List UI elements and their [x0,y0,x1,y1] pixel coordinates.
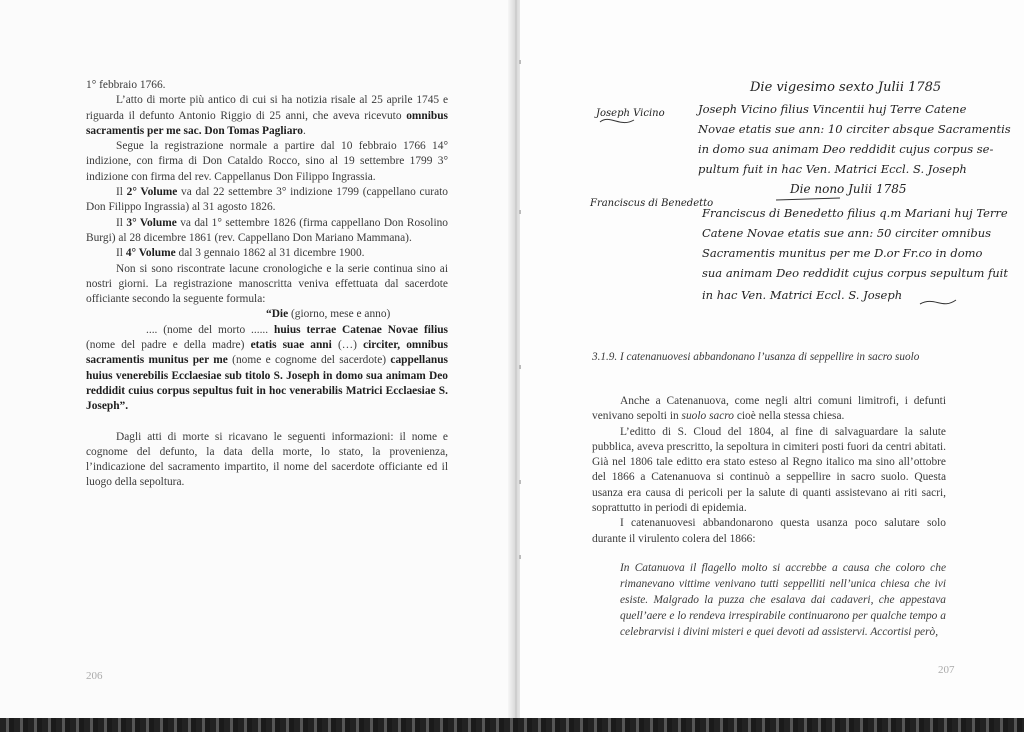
quotation: In Catanuova il flagello molto si accrebbe a causa che coloro che rimanevano vittime venivano tutti seppelliti nell’unica chiesa che ivi esiste. Malgrado la puzza che esalava dai cadaveri, che appestava quell’aere e lo rendeva irrespirabile continuarono per qualche tempo a celebrarvisi i divini misteri e quei devoti ad assistervi. Accortisi però, [620,561,946,638]
section-caption: 3.1.9. I catenanuovesi abbandonano l’usanza di seppellire in sacro suolo [592,351,920,363]
manuscript-header-2: Die nono Julii 1785 [790,182,907,196]
manuscript-line-8: sua animam Deo reddidit cujus corpus sepultum fuit [702,266,1008,280]
vol2-bold: 2° Volume [126,186,178,199]
manuscript-line-4: pultum fuit in hac Ven. Matrici Eccl. S. Joseph [698,162,967,176]
formula-b3: circiter, omnibus sacramentis munitus per me [86,339,448,367]
date-line: 1° febbraio 1766. [86,79,166,91]
flourish-1 [600,119,634,122]
formula-title [266,307,448,322]
vol4-bold: 4° Volume [125,247,176,260]
vol2-text: va dal 22 settembre 3° indizione 1799 (cappellano curato Don Filippo Ingrassia) al 31 agosto 1826. [86,186,448,214]
formula-l2: (nome del padre e della madre) [86,339,245,352]
manuscript-image [590,78,1011,318]
formula-body [86,323,448,415]
manuscript-line-6: Catene Novae etatis sue ann: 50 circiter omnibus [702,226,992,240]
scan-mark [519,480,521,484]
formula-die: “Die [266,308,289,321]
manuscript-line-5: Franciscus di Benedetto filius q.m Mariani huj Terre [702,206,1008,220]
para1-end: . [302,124,306,137]
manuscript-line-1: Joseph Vicino filius Vincentii huj Terre Catene [698,102,967,116]
paragraph-sacred-soil [592,394,946,425]
manuscript-header-1: Die vigesimo sexto Julii 1785 [750,80,942,95]
paragraph-volume-4 [86,246,448,261]
formula-b4: cappellanus huius venerebilis Ecclaesiae sub titolo S. Joseph in domo sua animam Deo reddidit cuius corpus sepultus fuit in hoc venerabilis Matrici Ecclaesiae S. Joseph”. [86,354,448,413]
manuscript-line-3: in domo sua animam Deo reddidit cujus corpus se- [698,142,994,156]
formula-b1: huius terrae Catenae Novae filius [273,323,448,336]
formula-l1: .... (nome del morto ...... [146,323,269,336]
death-record-formula [86,307,448,414]
page-number-left: 206 [86,670,103,682]
page-number-right: 207 [938,664,955,676]
paragraph-continuity: Non si sono riscontrate lacune cronologiche e la serie continua sino ai nostri giorni. La registrazione manoscritta veniva effettuata dal sacerdote officiante secondo la seguente formula: [86,262,448,306]
para1-text: L’atto di morte più antico di cui si ha notizia risale al 25 aprile 1745 e riguarda il defunto Antonio Riggio di 25 anni, che aveva ricevuto [86,94,448,122]
scan-mark [519,365,521,369]
formula-l4: (nome e cognome del sacerdote) [232,354,387,367]
r-para1-end: cioè nella stessa chiesa. [736,410,845,423]
scan-mark [519,60,521,64]
paragraph-earliest-record [86,93,448,139]
formula-b2: etatis suae anni [250,339,332,352]
paragraph-information: Dagli atti di morte si ricavano le seguenti informazioni: il nome e cognome del defunto, la data della morte, lo stato, la provenienza, l’indicazione del sacramento impartito, il nome del sacerdote officiante ed il luogo della sepoltura. [86,430,448,489]
paragraph-cholera: I catenanuovesi abbandonarono questa usanza poco salutare solo durante il virulento colera del 1866: [592,517,946,545]
formula-die-rest: (giorno, mese e anno) [291,308,391,321]
flourish-3 [776,198,840,200]
manuscript-margin-1: Joseph Vicino [596,108,665,119]
right-page-text [592,394,946,640]
vol3-pre: Il [116,216,123,229]
flourish-2 [920,300,956,304]
vol4-text: dal 3 gennaio 1862 al 31 dicembre 1900. [178,247,365,260]
scan-mark [519,210,521,214]
paragraph-edict: L’editto di S. Cloud del 1804, al fine di salvaguardare la salute pubblica, aveva prescritto, la sepoltura in cimiteri posti fuori da centri abitati. Già nel 1806 tale editto era stato esteso al Regno italico ma sino all’ottobre del 1866 a Catenanuova si continuò a seppellire in sacro suolo. Questa usanza era causa di pericoli per la salute di quanti assistevano ai riti sacri, soprattutto in periodi di epidemia. [592,425,946,515]
vol2-pre: Il [116,186,123,199]
left-page-text [86,78,448,491]
paragraph-registration: Segue la registrazione normale a partire dal 10 febbraio 1766 14° indizione, con firma di Don Cataldo Rocco, sino al 19 settembre 1799 3° indizione con firma del rev. Cappellanus Don Filippo Ingrassia. [86,140,448,183]
scan-bottom-edge [0,718,1024,732]
formula-l3: (…) [337,339,357,352]
manuscript-line-2: Novae etatis sue ann: 10 circiter absque Sacramentis [698,122,1011,136]
manuscript-line-7: Sacramentis munitus per me D.or Fr.co in domo [702,246,983,260]
vol3-text: va dal 1° settembre 1826 (firma cappellano Don Rosolino Burgi) al 28 dicembre 1861 (rev. Cappellano Don Mariano Mammana). [86,216,448,244]
paragraph-volume-2 [86,185,448,216]
vol4-pre: Il [116,247,123,260]
para1-bold: omnibus sacramentis per me sac. Don Tomas Pagliaro [86,109,448,137]
paragraph-volume-3 [86,216,448,247]
scan-mark [519,555,521,559]
r-para1-italic: suolo sacro [681,410,734,423]
vol3-bold: 3° Volume [126,216,177,229]
manuscript-margin-2: Franciscus di Benedetto [590,198,714,209]
r-para1-text: Anche a Catenanuova, come negli altri comuni limitrofi, i defunti venivano sepolti in [592,395,946,423]
manuscript-line-9: in hac Ven. Matrici Eccl. S. Joseph [702,288,903,302]
